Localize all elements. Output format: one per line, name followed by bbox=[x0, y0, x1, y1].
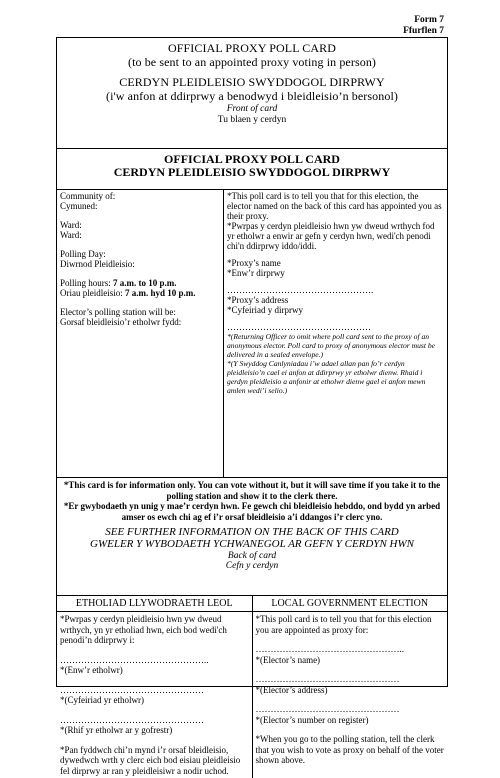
polling-hours-en: Polling hours: 7 a.m. to 10 p.m. bbox=[60, 278, 177, 288]
proxy-name-label-en: *Proxy’s name bbox=[227, 258, 281, 268]
form-number-cy: Ffurflen 7 bbox=[403, 26, 444, 36]
returning-officer-note-en: *(Returning Officer to omit where poll card sent to the proxy of an anonymous elector. Poll card to proxy of anonymous elector must be delivered in a sealed envelope.) bbox=[227, 332, 436, 359]
proxy-address-label-cy: *Cyfeiriad y dirprwy bbox=[227, 305, 303, 315]
english-name-dots: ………………………………………….. bbox=[255, 644, 404, 654]
polling-hours-cy: Oriau pleidleisio: 7 a.m. hyd 10 p.m. bbox=[60, 288, 196, 298]
front-title-en: OFFICIAL PROXY POLL CARD bbox=[167, 41, 337, 55]
welsh-intro: *Pwrpas y cerdyn pleidleisio hwn yw dweud wrthych, yn yr etholiad hwn, eich bod wedi'ch penodi’n ddirprwy i: bbox=[60, 614, 227, 645]
front-sub-en: (to be sent to an appointed proxy voting in person) bbox=[127, 55, 377, 69]
intro-cy: *Pwrpas y cerdyn pleidleisio hwn yw dweud wrthych fod yr etholwr a enwir ar gefn y cerdyn hwn, wedi'ch penodi chi'n ddirprwy iddo/iddi. bbox=[227, 221, 435, 251]
intro-en: *This poll card is to tell you that for this election, the elector named on the back of this card has appointed you as their proxy. bbox=[227, 191, 442, 221]
card-body bbox=[57, 190, 447, 478]
info-en: *This card is for information only. You can vote without it, but it will save time if you take it to the polling station and show it to the clerk there. bbox=[63, 480, 441, 501]
card-title-cy: CERDYN PLEIDLEISIO SWYDDOGOL DIRPRWY bbox=[113, 165, 391, 179]
poll-card bbox=[56, 37, 448, 776]
english-election-column bbox=[253, 596, 448, 778]
proxy-address-dots: ………………………………………… bbox=[227, 322, 371, 332]
polling-station-label-cy: Gorsaf bleidleisio’r etholwr fydd: bbox=[60, 317, 182, 327]
info-cy: *Er gwybodaeth yn unig y mae’r cerdyn hwn. Fe gewch chi bleidleisio hebddo, ond bydd yn arbed amser os ewch chi ag ef i’r orsaf bleidleisio a’i ddangos i’r clerc yno. bbox=[63, 501, 441, 522]
english-address-dots: ………………………………………… bbox=[255, 674, 400, 684]
welsh-elector-name: *(Enw’r etholwr) bbox=[60, 665, 123, 675]
community-label-cy: Cymuned: bbox=[60, 201, 98, 211]
see-further-en: SEE FURTHER INFORMATION ON THE BACK OF THIS CARD bbox=[105, 526, 399, 538]
english-election-header: LOCAL GOVERNMENT ELECTION bbox=[253, 596, 448, 612]
welsh-address-dots: ………………………………………… bbox=[60, 684, 204, 695]
returning-officer-note-cy: *(Y Swyddog Canlyniadau i’w adael allan pan fo’r cerdyn pleidleisio’n cael ei anfon at ddirprwy yr etholwr dienw. Rhaid i gerdyn pleidleisio a anfonir at etholwr dienw gael ei anfon mewn amlen wedi’i selio.) bbox=[227, 359, 426, 395]
community-label-en: Community of: bbox=[60, 191, 116, 201]
ward-label-en: Ward: bbox=[60, 220, 82, 230]
polling-day-label-en: Polling Day: bbox=[60, 249, 106, 259]
form-number bbox=[403, 15, 444, 37]
front-header bbox=[57, 38, 447, 149]
card-title-en: OFFICIAL PROXY POLL CARD bbox=[164, 152, 340, 166]
welsh-election-column bbox=[57, 596, 253, 778]
english-intro: *This poll card is to tell you that for this election you are appointed as proxy for: bbox=[255, 614, 432, 635]
front-of-card-en: Front of card bbox=[226, 104, 278, 114]
welsh-number-dots: ………………………………………… bbox=[60, 714, 204, 725]
front-title-cy: CERDYN PLEIDLEISIO SWYDDOGOL DIRPRWY bbox=[119, 75, 385, 89]
form-number-en: Form 7 bbox=[414, 15, 444, 25]
front-sub-cy: (i'w anfon at ddirprwy a benodwyd i bleidleisio’n bersonol) bbox=[106, 89, 398, 103]
information-section bbox=[57, 478, 447, 596]
back-of-card-en: Back of card bbox=[227, 551, 277, 561]
english-elector-address: *(Elector’s address) bbox=[255, 684, 328, 695]
card-title bbox=[57, 149, 447, 190]
proxy-address-label-en: *Proxy’s address bbox=[227, 295, 289, 305]
ward-label-cy: Ward: bbox=[60, 230, 82, 240]
english-elector-number: *(Elector’s number on register) bbox=[255, 714, 369, 725]
polling-station-label-en: Elector’s polling station will be: bbox=[60, 307, 176, 317]
welsh-elector-address: *(Cyfeiriad yr etholwr) bbox=[60, 695, 144, 705]
see-further-cy: GWELER Y WYBODAETH YCHWANEGOL AR GEFN Y CERDYN HWN bbox=[90, 538, 414, 550]
english-when-instructions: *When you go to the polling station, tell the clerk that you wish to vote as proxy on behalf of the voter shown above. bbox=[255, 734, 444, 765]
welsh-election-header: ETHOLIAD LLYWODRAETH LEOL bbox=[57, 596, 252, 612]
front-of-card-cy: Tu blaen y cerdyn bbox=[217, 115, 287, 125]
back-section bbox=[57, 596, 447, 778]
welsh-elector-number: *(Rhif yr etholwr ar y gofrestr) bbox=[60, 725, 173, 735]
english-elector-name: *(Elector’s name) bbox=[255, 654, 321, 665]
polling-day-label-cy: Diwrnod Pleidleisio: bbox=[60, 259, 135, 269]
elector-details bbox=[57, 190, 224, 477]
welsh-when-instructions: *Pan fyddwch chi’n mynd i’r orsaf bleidleisio, dywedwch wrth y clerc eich bod eisiau pleidleisio fel dirprwy ar ran y pleidleisiwr a nodir uchod. bbox=[60, 744, 241, 776]
proxy-details bbox=[224, 190, 447, 477]
proxy-name-dots: …………………………………………. bbox=[227, 285, 374, 295]
back-of-card-cy: Cefn y cerdyn bbox=[225, 561, 279, 571]
english-number-dots: ………………………………………… bbox=[255, 704, 400, 714]
proxy-name-label-cy: *Enw’r dirprwy bbox=[227, 268, 285, 278]
welsh-name-dots: ………………………………………….. bbox=[60, 654, 209, 665]
